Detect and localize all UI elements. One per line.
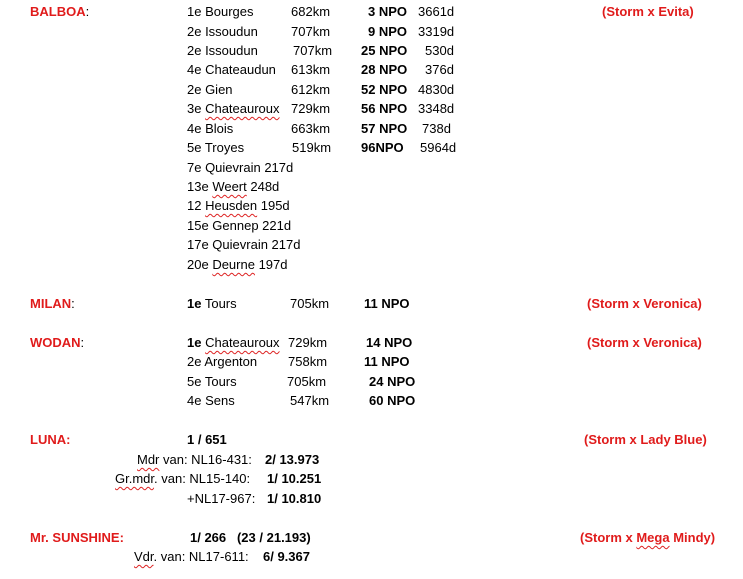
item-text: 20e [187, 257, 213, 272]
label-abbrev: Gr.mdr [115, 471, 155, 486]
balboa-result-npo: 96NPO [361, 140, 404, 155]
balboa-result-dist: 519km [292, 140, 332, 155]
wodan-result-dist: 705km [287, 374, 327, 389]
balboa-result-place: 2e Gien [187, 82, 233, 97]
balboa-result-dist: 663km [291, 121, 331, 136]
label-rest: . van: NL15-140: [154, 471, 251, 486]
item-place: Weert [212, 179, 247, 194]
place-rank: 1e [187, 335, 202, 350]
sunshine-score: 1/ 266 (23 / 21.193) [190, 530, 311, 545]
wodan-result-npo: 14 NPO [366, 335, 413, 350]
sunshine-father-label [134, 549, 249, 565]
list-item [187, 198, 290, 214]
luna-mother-label [137, 452, 252, 468]
label-abbrev: Mdr [137, 452, 160, 467]
luna-mother-value: 2/ 13.973 [265, 452, 320, 467]
parents-suffix: Mindy) [669, 530, 716, 545]
balboa-result-d: 3661d [418, 4, 455, 19]
balboa-result-dist: 613km [291, 62, 331, 77]
item-d: 197d [254, 257, 288, 272]
wodan-result-place: 2e Argenton [187, 354, 258, 369]
sunshine-name: Mr. SUNSHINE: [30, 530, 124, 545]
balboa-result-d: 530d [425, 43, 454, 58]
place-name: Tours [201, 296, 237, 311]
wodan-parents: (Storm x Veronica) [587, 335, 702, 350]
balboa-result-place: 4e Chateaudun [187, 62, 276, 77]
balboa-result-dist: 707km [291, 24, 331, 39]
milan-result-npo: 11 NPO [364, 296, 410, 311]
luna-extra-value: 1/ 10.810 [267, 491, 322, 506]
balboa-name: BALBOA [30, 4, 86, 19]
item-text: 12 [187, 198, 206, 213]
luna-extra-label: +NL17-967: [187, 491, 256, 506]
milan-result-dist: 705km [290, 296, 330, 311]
list-item [187, 179, 279, 195]
wodan-result-place [187, 335, 280, 351]
balboa-result-place: 2e Issoudun [187, 24, 258, 39]
balboa-result-place: 2e Issoudun [187, 43, 258, 58]
balboa-result-dist: 707km [293, 43, 333, 58]
balboa-result-npo: 57 NPO [361, 121, 408, 136]
balboa-result-place: 4e Blois [187, 121, 234, 136]
wodan-result-dist: 547km [290, 393, 330, 408]
balboa-colon: : [85, 4, 90, 19]
luna-name: LUNA: [30, 432, 71, 447]
place-name: Chateauroux [205, 335, 280, 350]
milan-name-line [30, 296, 75, 312]
balboa-result-place: 5e Troyes [187, 140, 245, 155]
wodan-result-place: 5e Tours [187, 374, 237, 389]
balboa-result-d: 3319d [418, 24, 455, 39]
luna-grandmother-label [115, 471, 250, 487]
parents-prefix: (Storm x [580, 530, 637, 545]
balboa-result-npo: 3 NPO [368, 4, 408, 19]
label-rest: . van: NL17-611: [153, 549, 249, 564]
item-text: 13e [187, 179, 213, 194]
label-rest: van: NL16-431: [159, 452, 252, 467]
sunshine-father-value: 6/ 9.367 [263, 549, 310, 564]
balboa-result-npo: 25 NPO [361, 43, 408, 58]
balboa-result-d: 4830d [418, 82, 455, 97]
place-rank: 1e [187, 296, 202, 311]
list-item [187, 160, 293, 176]
label-abbrev: Vdr [134, 549, 154, 564]
item-text: 17e Quievrain 217d [187, 237, 301, 252]
luna-grandmother-value: 1/ 10.251 [267, 471, 322, 486]
item-place: Deurne [212, 257, 255, 272]
balboa-result-d: 376d [425, 62, 454, 77]
milan-result-place [187, 296, 237, 312]
wodan-result-npo: 60 NPO [369, 393, 416, 408]
item-d: 248d [246, 179, 280, 194]
item-place: Heusden [205, 198, 258, 213]
sunshine-parents [580, 530, 715, 546]
wodan-name: WODAN [30, 335, 81, 350]
luna-parents: (Storm x Lady Blue) [584, 432, 707, 447]
wodan-result-dist: 758km [288, 354, 328, 369]
milan-colon: : [71, 296, 75, 311]
balboa-result-npo: 52 NPO [361, 82, 408, 97]
balboa-result-place: 1e Bourges [187, 4, 254, 19]
balboa-result-npo: 28 NPO [361, 62, 408, 77]
parents-name: Mega [636, 530, 670, 545]
wodan-result-npo: 11 NPO [364, 354, 410, 369]
balboa-result-npo: 9 NPO [368, 24, 408, 39]
balboa-result-dist: 682km [291, 4, 331, 19]
balboa-result-npo: 56 NPO [361, 101, 408, 116]
balboa-result-d: 5964d [420, 140, 457, 155]
balboa-result-d: 738d [422, 121, 451, 136]
wodan-result-npo: 24 NPO [369, 374, 416, 389]
item-text: 7e Quievrain 217d [187, 160, 294, 175]
item-d: 195d [257, 198, 290, 213]
wodan-colon: : [80, 335, 85, 350]
wodan-name-line [30, 335, 84, 351]
place-prefix: 3e [187, 101, 206, 116]
balboa-result-dist: 612km [291, 82, 331, 97]
balboa-result-place [187, 101, 280, 117]
wodan-result-place: 4e Sens [187, 393, 235, 408]
milan-name: MILAN [30, 296, 72, 311]
milan-parents: (Storm x Veronica) [587, 296, 702, 311]
luna-score: 1 / 651 [187, 432, 227, 447]
place-name: Chateauroux [205, 101, 280, 116]
wodan-result-dist: 729km [288, 335, 328, 350]
balboa-result-dist: 729km [291, 101, 331, 116]
list-item [187, 257, 288, 273]
list-item [187, 237, 300, 253]
balboa-parents: (Storm x Evita) [602, 4, 694, 19]
balboa-name-line [30, 4, 89, 20]
list-item [187, 218, 291, 234]
balboa-result-d: 3348d [418, 101, 455, 116]
item-text: 15e Gennep 221d [187, 218, 292, 233]
